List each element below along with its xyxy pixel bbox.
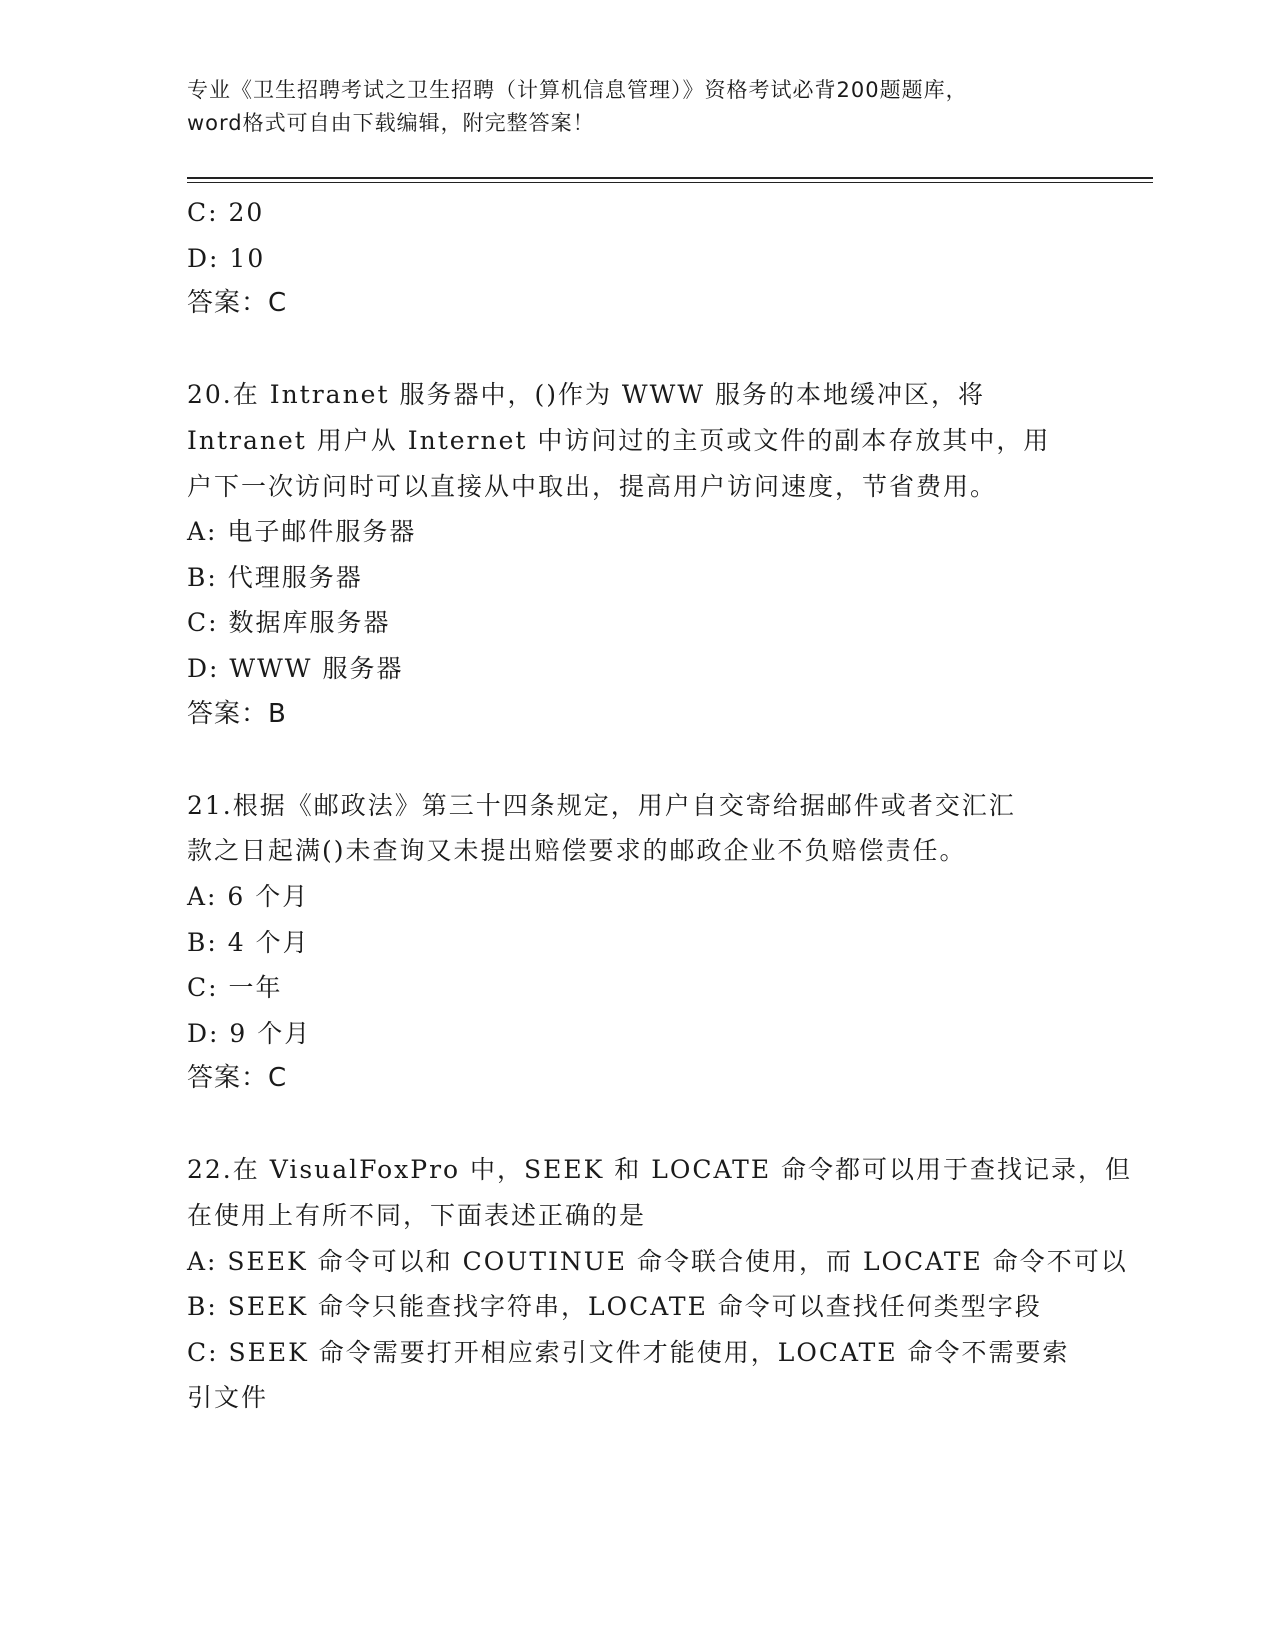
question-stem: 20.在 Intranet 服务器中，()作为 WWW 服务的本地缓冲区，将 bbox=[187, 380, 985, 410]
question-20 bbox=[187, 372, 1087, 737]
question-21 bbox=[187, 783, 1087, 1102]
option-c: C: 数据库服务器 bbox=[187, 608, 391, 638]
question-list bbox=[187, 190, 1133, 1421]
question-spacer bbox=[187, 737, 1087, 783]
option-c-continued: 引文件 bbox=[187, 1383, 269, 1413]
question-stem: 款之日起满()未查询又未提出赔偿要求的邮政企业不负赔偿责任。 bbox=[187, 836, 967, 866]
option-a: A: 电子邮件服务器 bbox=[187, 517, 417, 547]
header-title-line-1: 专业《卫生招聘考试之卫生招聘（计算机信息管理）》资格考试必背200题题库， bbox=[187, 78, 968, 102]
answer-line: 答案：C bbox=[187, 1063, 288, 1094]
question-19-tail bbox=[187, 190, 1087, 327]
option-a: A: 6 个月 bbox=[187, 881, 310, 911]
option-d: D: WWW 服务器 bbox=[187, 653, 404, 683]
question-stem: 22.在 VisualFoxPro 中，SEEK 和 LOCATE 命令都可以用于查找记录，但 bbox=[187, 1155, 1133, 1185]
option-c: C: 一年 bbox=[187, 973, 283, 1003]
header-title-line-2: word格式可自由下载编辑，附完整答案！ bbox=[187, 111, 595, 135]
option-c: C: SEEK 命令需要打开相应索引文件才能使用，LOCATE 命令不需要索 bbox=[187, 1337, 1070, 1367]
option-b: B: SEEK 命令只能查找字符串，LOCATE 命令可以查找任何类型字段 bbox=[187, 1292, 1042, 1322]
option-d: D: 9 个月 bbox=[187, 1018, 312, 1048]
page-header bbox=[187, 74, 1087, 140]
option-c: C: 20 bbox=[187, 198, 265, 227]
question-spacer bbox=[187, 327, 1087, 373]
option-b: B: 代理服务器 bbox=[187, 562, 363, 592]
answer-line: 答案：B bbox=[187, 698, 287, 729]
question-stem: 户下一次访问时可以直接从中取出，提高用户访问速度，节省费用。 bbox=[187, 471, 998, 501]
header-rule-thin bbox=[187, 182, 1153, 183]
question-stem: Intranet 用户从 Internet 中访问过的主页或文件的副本存放其中，用 bbox=[187, 425, 1051, 455]
answer-line: 答案：C bbox=[187, 288, 288, 319]
question-stem: 21.根据《邮政法》第三十四条规定，用户自交寄给据邮件或者交汇汇 bbox=[187, 790, 1016, 820]
option-d: D: 10 bbox=[187, 243, 266, 273]
option-a: A: SEEK 命令可以和 COUTINUE 命令联合使用，而 LOCATE 命令不可以 bbox=[187, 1246, 1128, 1276]
question-spacer bbox=[187, 1102, 1087, 1148]
option-b: B: 4 个月 bbox=[187, 927, 310, 957]
header-rule-thick bbox=[187, 177, 1153, 179]
question-stem: 在使用上有所不同，下面表述正确的是 bbox=[187, 1201, 647, 1231]
question-22 bbox=[187, 1147, 1133, 1421]
